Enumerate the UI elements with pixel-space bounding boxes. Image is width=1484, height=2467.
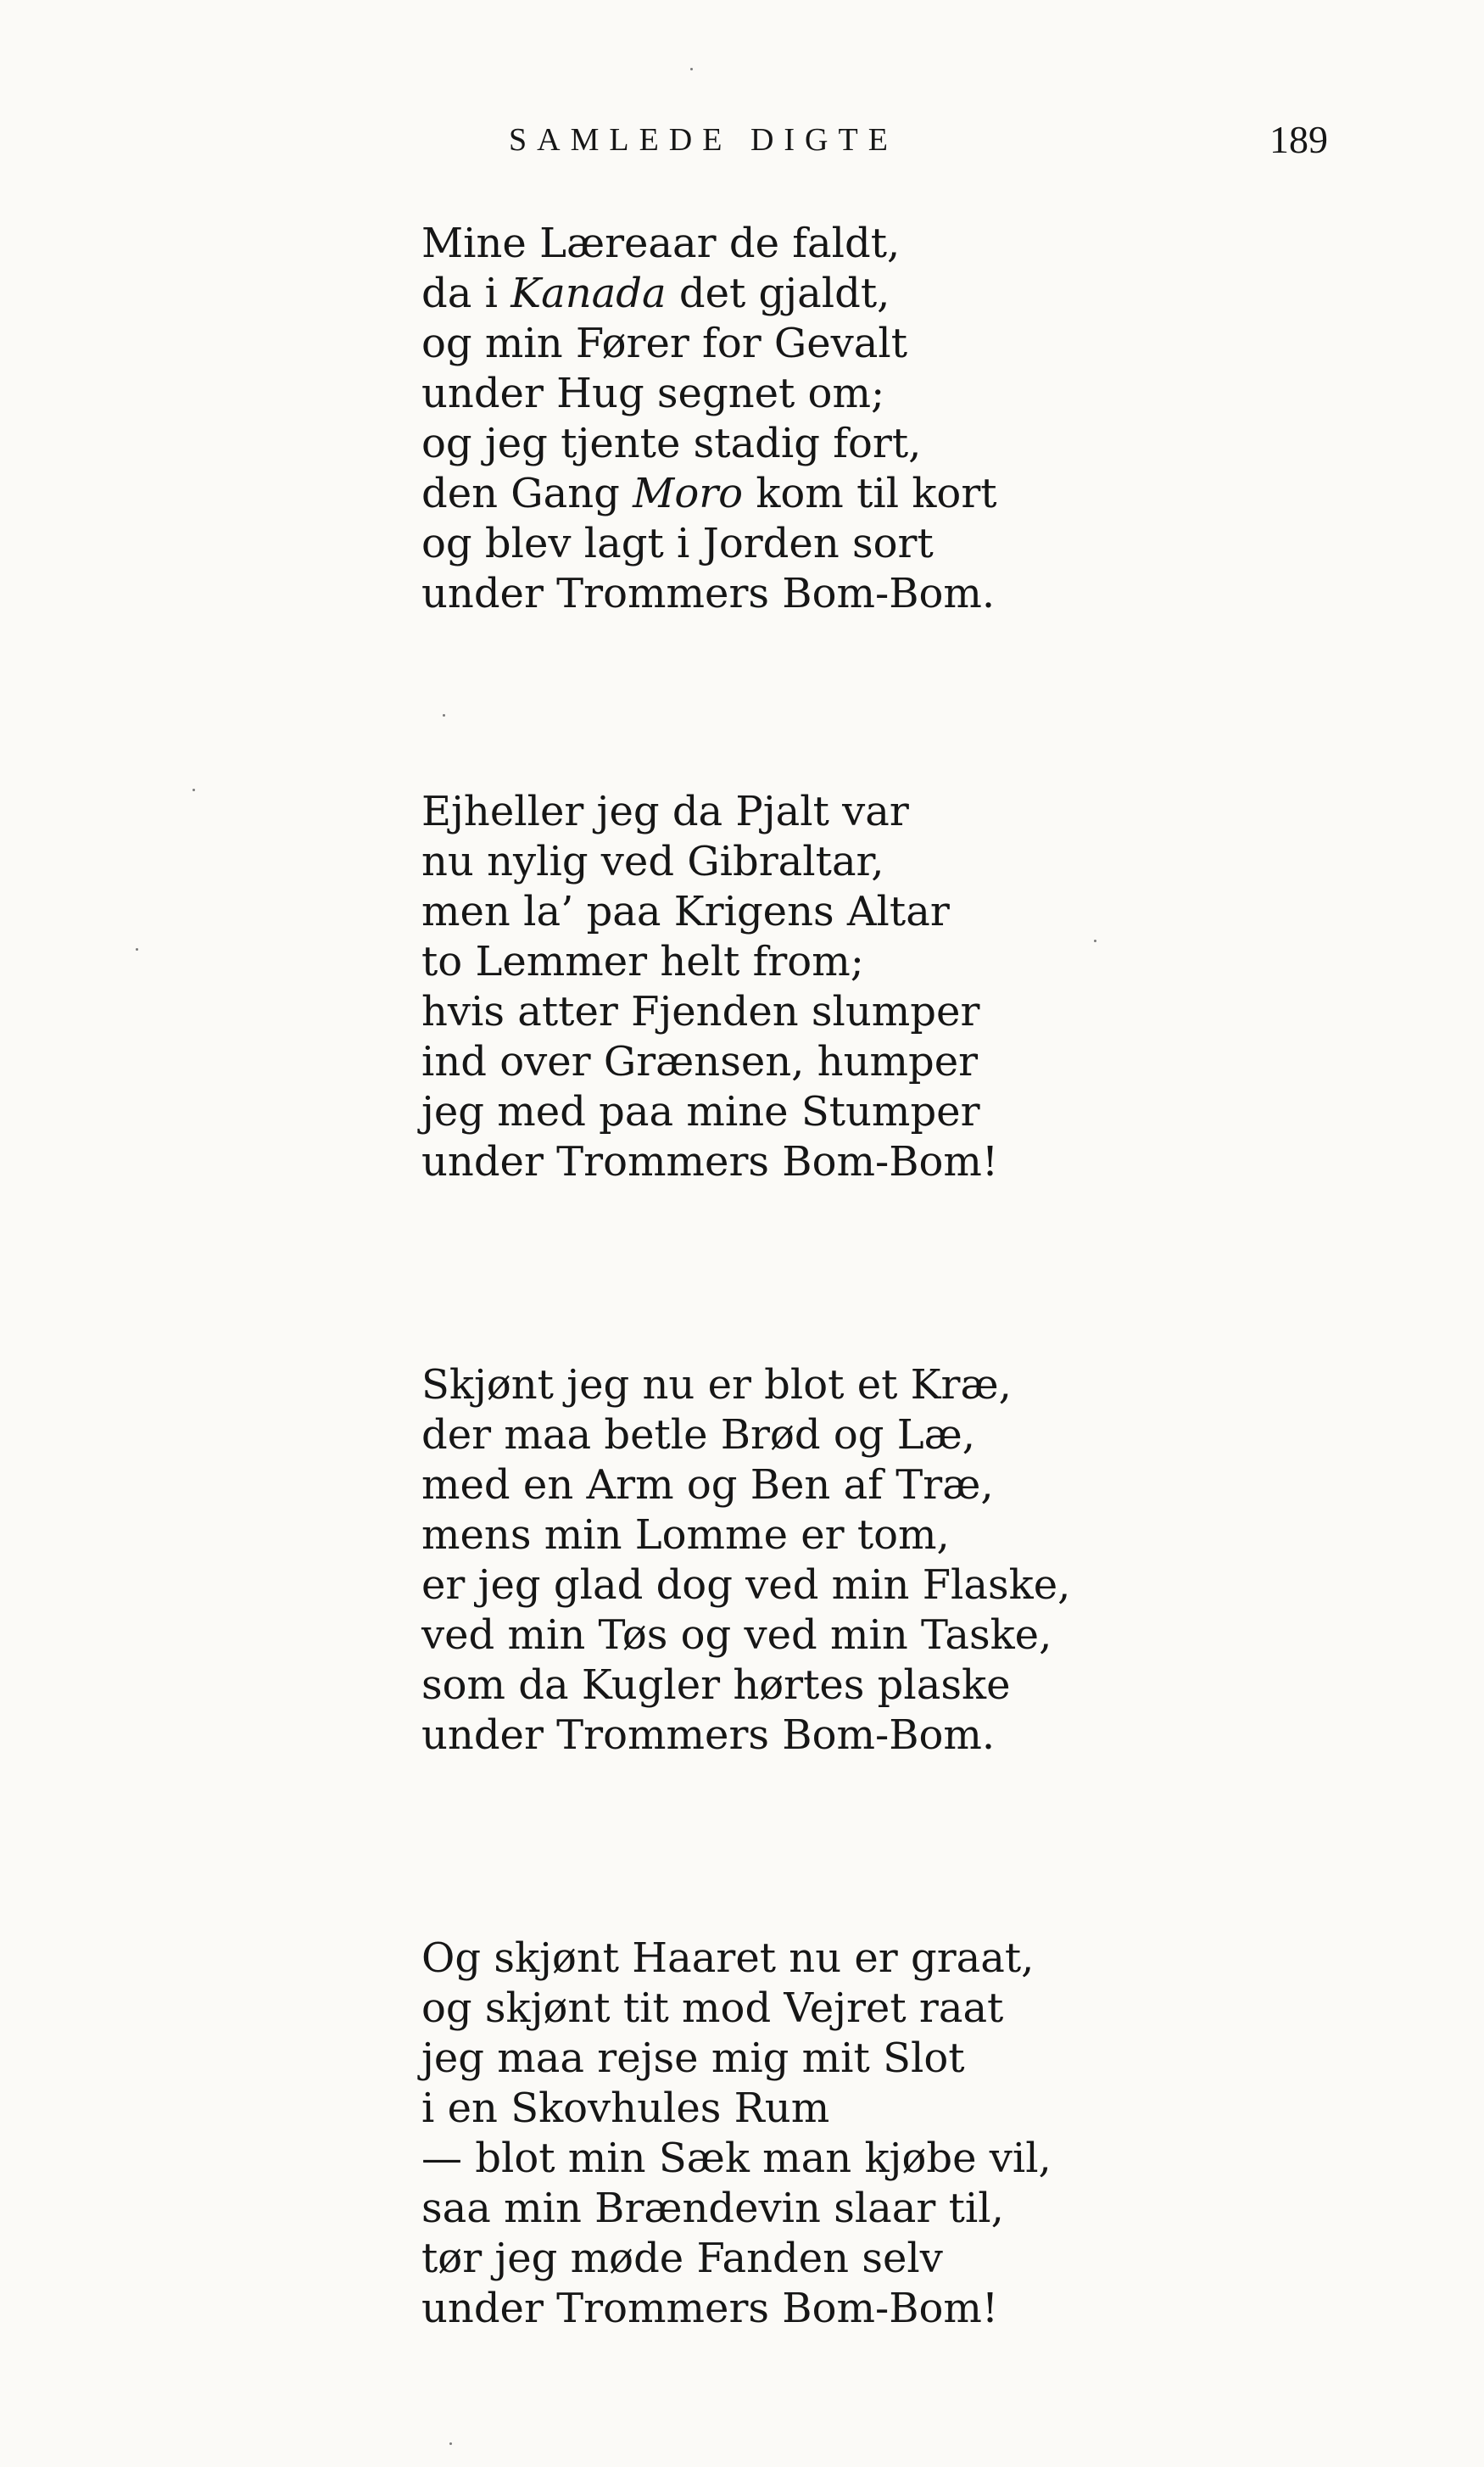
- line-text: mens min Lomme er tom,: [421, 1511, 950, 1559]
- stanza-1: [421, 219, 1354, 619]
- poem-line: [421, 2084, 1354, 2134]
- poem-line: [421, 219, 1354, 269]
- poem-line: [421, 1934, 1354, 1984]
- italic-name: Moro: [633, 470, 744, 517]
- poem-line: [421, 987, 1354, 1037]
- poem-line: [421, 1560, 1354, 1610]
- poem-line: [421, 469, 1354, 519]
- print-speck: [443, 714, 445, 717]
- line-text: som da Kugler hørtes plaske: [421, 1661, 1011, 1709]
- poem-line: [421, 319, 1354, 369]
- line-text: i en Skovhules Rum: [421, 2085, 830, 2132]
- line-text: Ejheller jeg da Pjalt var: [421, 788, 909, 835]
- line-text: under Trommers Bom-Bom!: [421, 1138, 999, 1186]
- line-text: Mine Læreaar de faldt,: [421, 220, 901, 267]
- line-text: nu nylig ved Gibraltar,: [421, 838, 884, 885]
- poem-line: [421, 519, 1354, 569]
- print-speck: [1094, 940, 1096, 942]
- poem-line: [421, 787, 1354, 837]
- print-speck: [192, 789, 195, 791]
- line-text: kom til kort: [743, 470, 997, 517]
- line-text: og jeg tjente stadig fort,: [421, 420, 922, 467]
- line-text: to Lemmer helt from;: [421, 938, 864, 985]
- print-speck: [449, 2442, 452, 2445]
- poem-line: [421, 269, 1354, 319]
- poem-line: [421, 1660, 1354, 1711]
- line-text: jeg maa rejse mig mit Slot: [421, 2034, 965, 2082]
- stanza-3: [421, 1360, 1354, 1761]
- line-text: den Gang: [421, 470, 633, 517]
- line-text: Og skjønt Haaret nu er graat,: [421, 1934, 1035, 1982]
- poem-line: [421, 1410, 1354, 1460]
- line-text: men la’ paa Krigens Altar: [421, 888, 950, 935]
- poem-line: [421, 1137, 1354, 1187]
- line-text: jeg med paa mine Stumper: [421, 1088, 980, 1136]
- poem-line: [421, 2284, 1354, 2334]
- line-text: og min Fører for Gevalt: [421, 320, 908, 367]
- poem-line: [421, 937, 1354, 987]
- line-text: under Trommers Bom-Bom!: [421, 2285, 999, 2332]
- poem-line: [421, 2134, 1354, 2184]
- poem-line: [421, 887, 1354, 937]
- line-text: det gjaldt,: [666, 270, 890, 317]
- poem-line: [421, 569, 1354, 619]
- line-text: under Hug segnet om;: [421, 370, 885, 417]
- poem-line: [421, 2234, 1354, 2284]
- line-text: saa min Brændevin slaar til,: [421, 2185, 1004, 2232]
- line-text: da i: [421, 270, 511, 317]
- poem-line: [421, 1711, 1354, 1761]
- stanza-2: [421, 787, 1354, 1187]
- page-number: 189: [1269, 118, 1328, 161]
- line-text: ved min Tøs og ved min Taske,: [421, 1611, 1052, 1659]
- poem-line: [421, 1087, 1354, 1137]
- poem-line: [421, 837, 1354, 887]
- line-text: under Trommers Bom-Bom.: [421, 570, 996, 617]
- line-text: er jeg glad dog ved min Flaske,: [421, 1561, 1071, 1609]
- line-text: der maa betle Brød og Læ,: [421, 1411, 976, 1459]
- poem-line: [421, 369, 1354, 419]
- poem-line: [421, 1360, 1354, 1410]
- poem-line: [421, 2184, 1354, 2234]
- stanza-4: [421, 1934, 1354, 2334]
- poem-line: [421, 2034, 1354, 2084]
- poem-line: [421, 1610, 1354, 1660]
- line-text: under Trommers Bom-Bom.: [421, 1711, 996, 1759]
- line-text: ind over Grænsen, humper: [421, 1038, 979, 1086]
- poem-line: [421, 419, 1354, 469]
- line-text: og blev lagt i Jorden sort: [421, 520, 934, 567]
- print-speck: [136, 948, 138, 951]
- italic-name: Kanada: [510, 270, 667, 317]
- line-text: Skjønt jeg nu er blot et Kræ,: [421, 1361, 1012, 1409]
- line-text: med en Arm og Ben af Træ,: [421, 1461, 994, 1509]
- poem-line: [421, 1460, 1354, 1510]
- line-text: hvis atter Fjenden slumper: [421, 988, 980, 1035]
- line-text: og skjønt tit mod Vejret raat: [421, 1984, 1004, 2032]
- print-speck: [690, 68, 693, 70]
- poem-line: [421, 1510, 1354, 1560]
- poem-line: [421, 1037, 1354, 1087]
- line-text: — blot min Sæk man kjøbe vil,: [421, 2135, 1052, 2182]
- running-head: SAMLEDE DIGTE: [509, 122, 898, 158]
- line-text: tør jeg møde Fanden selv: [421, 2235, 943, 2282]
- poem-line: [421, 1984, 1354, 2034]
